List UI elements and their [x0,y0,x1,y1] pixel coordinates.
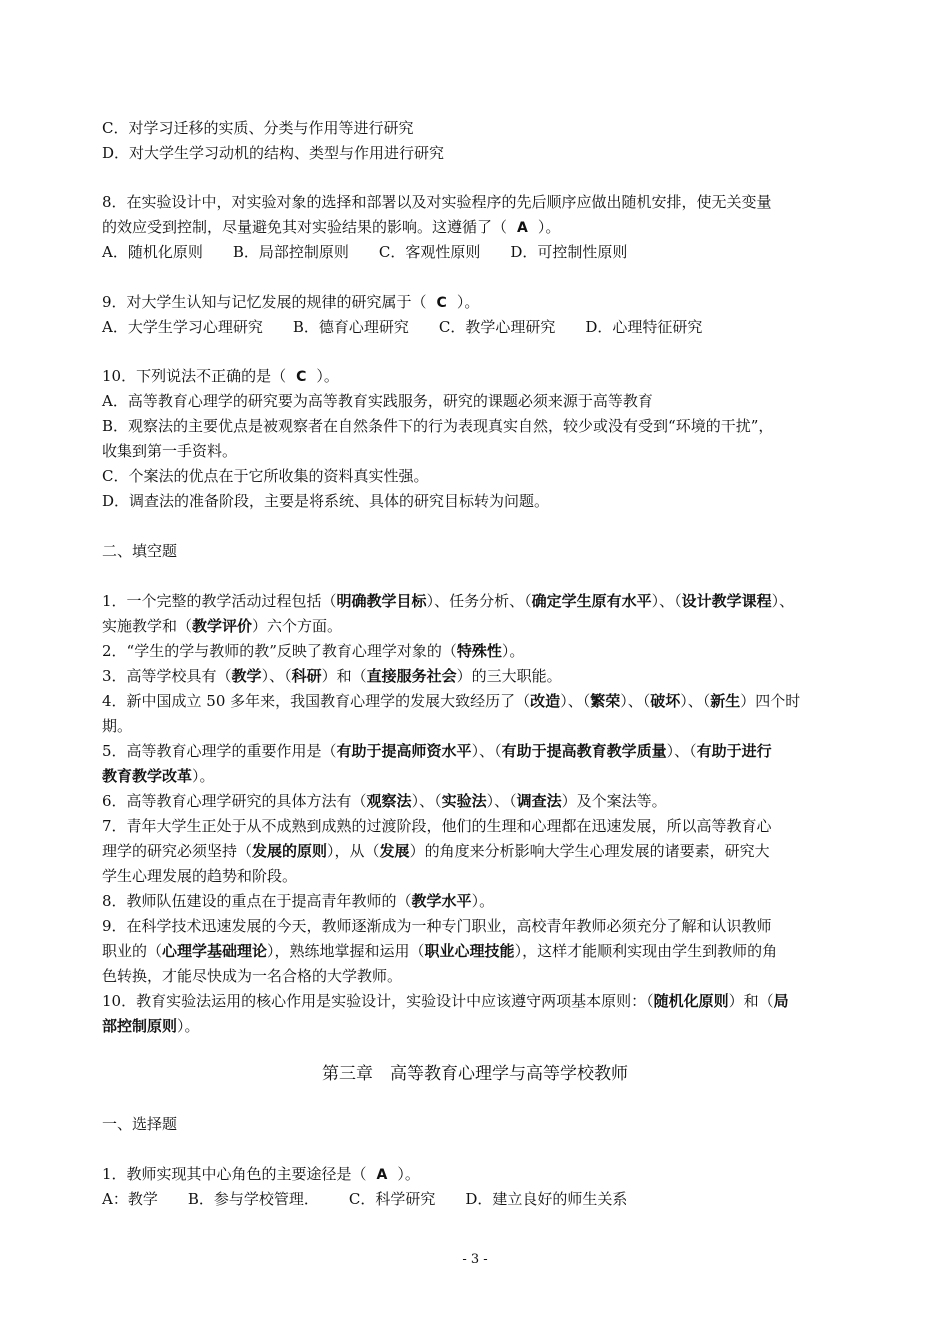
q8-options: A．随机化原则 B．局部控制原则 C．客观性原则 D．可控制性原则 [102,243,628,261]
fill-9-line2: 职业的（心理学基础理论），熟练地掌握和运用（职业心理技能），这样才能顺利实现由学生到教师的角 [102,942,778,960]
q9-stem: 9．对大学生认知与记忆发展的规律的研究属于（ C ）。 [102,293,480,311]
fill-8: 8．教师队伍建设的重点在于提高青年教师的（教学水平）。 [102,892,495,910]
fill-10-line1: 10．教育实验法运用的核心作用是实验设计，实验设计中应该遵守两项基本原则：（随机化原则）和（局 [102,992,789,1010]
fill-2: 2．“学生的学与教师的教”反映了教育心理学对象的（特殊性）。 [102,642,525,660]
fill-5-line1: 5．高等教育心理学的重要作用是（有助于提高师资水平）、（有助于提高教育教学质量）、（有助于进行 [102,742,772,760]
c3-q1-answer: A [376,1167,388,1183]
fill-9-line1: 9．在科学技术迅速发展的今天，教师逐渐成为一种专门职业，高校青年教师必须充分了解和认识教师 [102,917,772,935]
q9-options: A．大学生学习心理研究 B．德育心理研究 C．教学心理研究 D．心理特征研究 [102,318,703,336]
c3-q1-stem: 1．教师实现其中心角色的主要途径是（ A ）。 [102,1165,420,1183]
section-heading-fill-in: 二、填空题 [102,542,178,560]
fill-4-line1: 4．新中国成立 50 多年来，我国教育心理学的发展大致经历了（改造）、（繁荣）、（破坏）、（新生）四个时 [102,692,801,710]
q9-answer: C [436,295,447,311]
fill-3: 3．高等学校具有（教学）、（科研）和（直接服务社会）的三大职能。 [102,667,562,685]
fill-6: 6．高等教育心理学研究的具体方法有（观察法）、（实验法）、（调查法）及个案法等。 [102,792,667,810]
c3-q1-options: A：教学 B．参与学校管理． C．科学研究 D．建立良好的师生关系 [102,1190,628,1208]
section-heading-multiple-choice: 一、选择题 [102,1115,178,1133]
fill-7-line2: 理学的研究必须坚持（发展的原则），从（发展）的角度来分析影响大学生心理发展的诸要素，研究大 [102,842,770,860]
q8-stem-line2: 的效应受到控制，尽量避免其对实验结果的影响。这遵循了（ A ）。 [102,218,561,236]
q10-option-a: A．高等教育心理学的研究要为高等教育实践服务，研究的课题必须来源于高等教育 [102,392,653,410]
q7-option-d: D．对大学生学习动机的结构、类型与作用进行研究 [102,144,445,162]
fill-10-line2: 部控制原则）。 [102,1017,200,1035]
q10-option-b-line2: 收集到第一手资料。 [102,442,238,460]
fill-7-line1: 7．青年大学生正处于从不成熟到成熟的过渡阶段，他们的生理和心理都在迅速发展，所以高等教育心 [102,817,772,835]
q10-stem: 10．下列说法不正确的是（ C ）。 [102,367,339,385]
chapter-title: 第三章 高等教育心理学与高等学校教师 [322,1064,628,1084]
q10-option-c: C．个案法的优点在于它所收集的资料真实性强。 [102,467,429,485]
q8-stem-line1: 8．在实验设计中，对实验对象的选择和部署以及对实验程序的先后顺序应做出随机安排，使无关变量 [102,193,772,211]
fill-7-line3: 学生心理发展的趋势和阶段。 [102,867,298,885]
q10-option-d: D．调查法的准备阶段，主要是将系统、具体的研究目标转为问题。 [102,492,550,510]
fill-1-line2: 实施教学和（教学评价）六个方面。 [102,617,343,635]
q8-answer: A [517,220,528,236]
fill-1-line1: 1．一个完整的教学活动过程包括（明确教学目标）、任务分析、（确定学生原有水平）、（设计教学课程）、 [102,592,795,610]
page-number: - 3 - [462,1252,488,1267]
q7-option-c: C．对学习迁移的实质、分类与作用等进行研究 [102,119,414,137]
q10-option-b-line1: B．观察法的主要优点是被观察者在自然条件下的行为表现真实自然，较少或没有受到“环境的干扰”， [102,417,774,435]
fill-5-line2: 教育教学改革）。 [102,767,215,785]
q10-answer: C [296,369,307,385]
fill-4-line2: 期。 [102,717,133,735]
fill-9-line3: 色转换，才能尽快成为一名合格的大学教师。 [102,967,403,985]
